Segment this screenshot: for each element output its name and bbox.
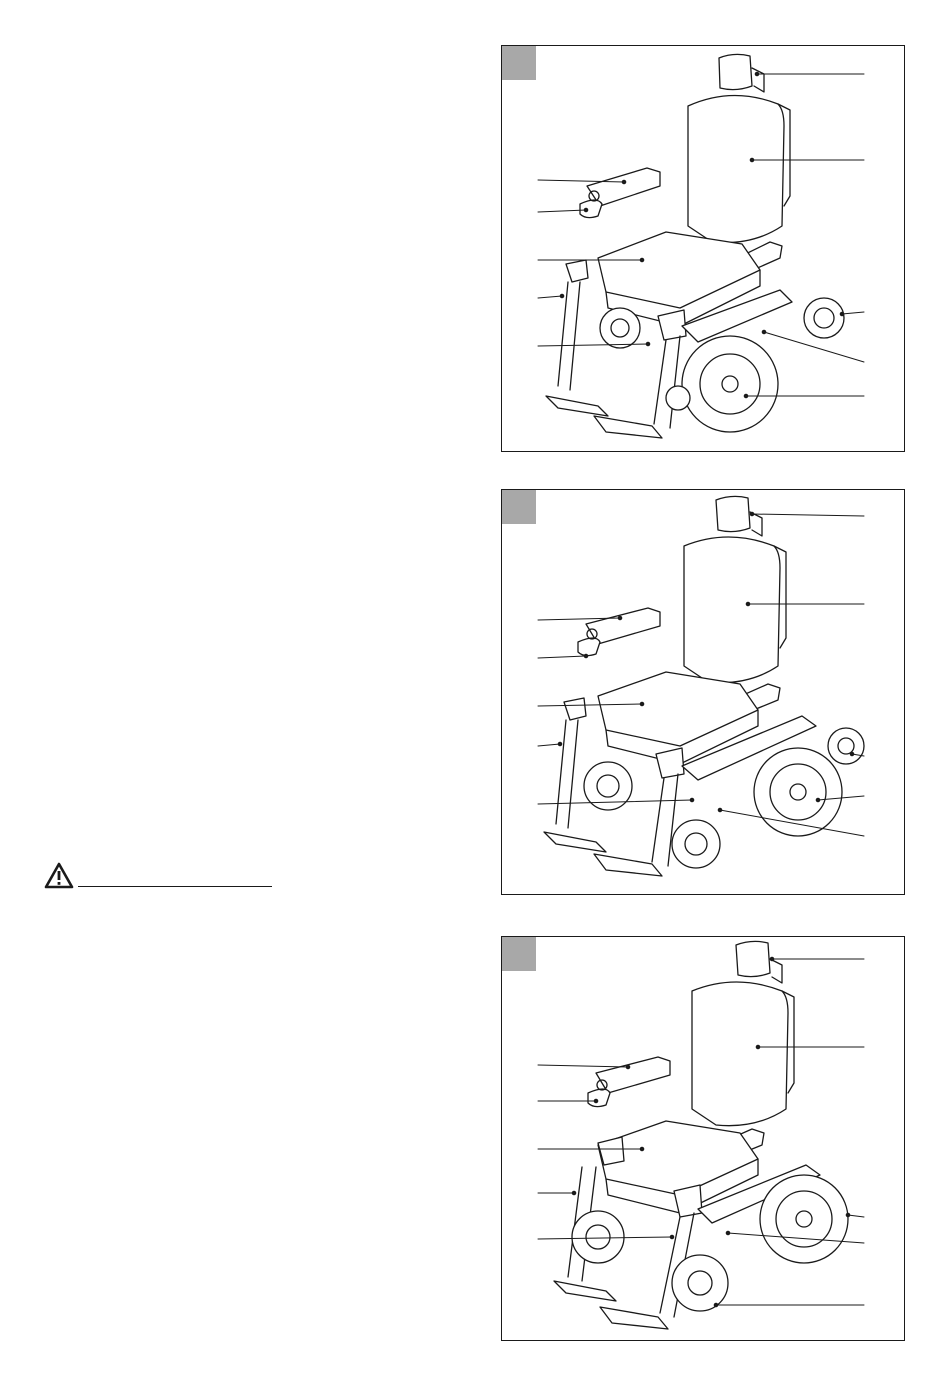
- wheelchair-illustration: [502, 490, 906, 896]
- figure-panel-2: [501, 489, 905, 895]
- figure-panel-1: [501, 45, 905, 452]
- wheelchair-illustration: [502, 46, 906, 453]
- figure-panel-3: [501, 936, 905, 1341]
- wheelchair-illustration: [502, 937, 906, 1342]
- warning-underline: [78, 886, 272, 887]
- warning-notice: [44, 862, 234, 890]
- warning-triangle-icon: [44, 862, 74, 890]
